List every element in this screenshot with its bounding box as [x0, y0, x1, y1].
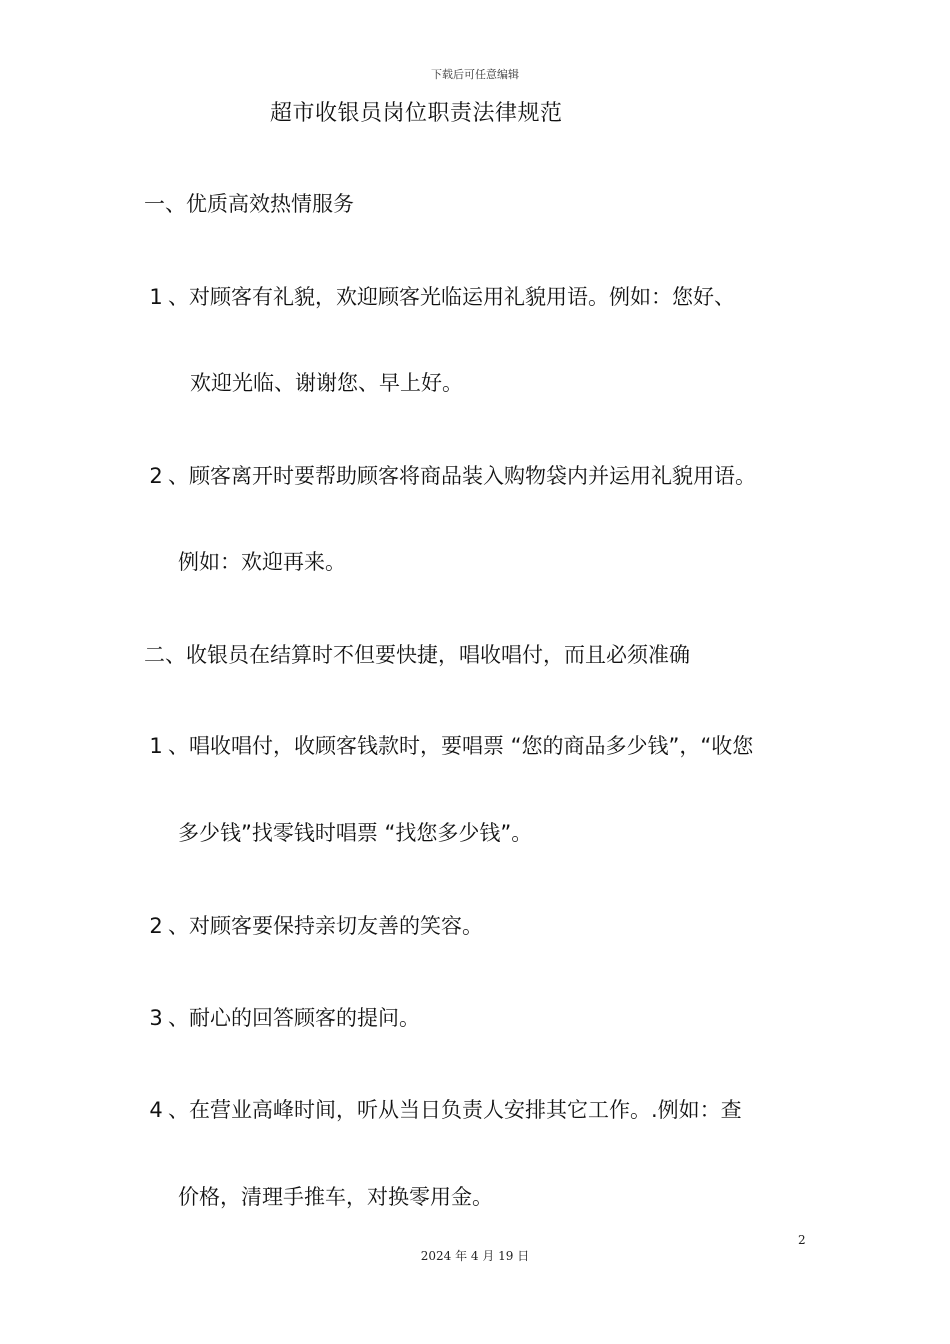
item-number: 1 — [149, 285, 163, 309]
item-number: 1 — [149, 734, 163, 758]
list-item-2-1 — [144, 731, 753, 761]
item-text: 、顾客离开时要帮助顾客将商品装入购物袋内并运用礼貌用语。 — [168, 464, 756, 488]
document-title: 超市收银员岗位职责法律规范 — [270, 101, 563, 126]
list-item-2-4 — [144, 1095, 742, 1125]
section-heading-2: 二、收银员在结算时不但要快捷，唱收唱付，而且必须准确 — [144, 643, 690, 667]
list-item-1-2-continuation: 例如：欢迎再来。 — [178, 550, 346, 574]
list-item-2-4-continuation: 价格，清理手推车，对换零用金。 — [178, 1185, 493, 1209]
footer-date: 2024 年 4 月 19 日 — [420, 1249, 530, 1263]
list-item-1-1 — [144, 282, 735, 312]
item-number: 2 — [149, 914, 163, 938]
item-text: 、唱收唱付，收顾客钱款时，要唱票 “您的商品多少钱”，“收您 — [168, 734, 754, 758]
list-item-1-1-continuation: 欢迎光临、谢谢您、早上好。 — [190, 371, 463, 395]
page-number: 2 — [798, 1233, 806, 1247]
item-text: 、在营业高峰时间，听从当日负责人安排其它工作。.例如：查 — [168, 1098, 742, 1122]
list-item-2-3 — [144, 1003, 420, 1033]
item-number: 4 — [149, 1098, 163, 1122]
item-text: 、耐心的回答顾客的提问。 — [168, 1006, 420, 1030]
item-number: 3 — [149, 1006, 163, 1030]
list-item-1-2 — [144, 461, 756, 491]
item-text: 、对顾客要保持亲切友善的笑容。 — [168, 914, 483, 938]
header-note: 下载后可任意编辑 — [431, 68, 519, 81]
item-number: 2 — [149, 464, 163, 488]
section-heading-1: 一、优质高效热情服务 — [144, 192, 354, 216]
list-item-2-1-continuation: 多少钱”找零钱时唱票 “找您多少钱”。 — [178, 821, 533, 845]
item-text: 、对顾客有礼貌，欢迎顾客光临运用礼貌用语。例如：您好、 — [168, 285, 735, 309]
list-item-2-2 — [144, 911, 483, 941]
